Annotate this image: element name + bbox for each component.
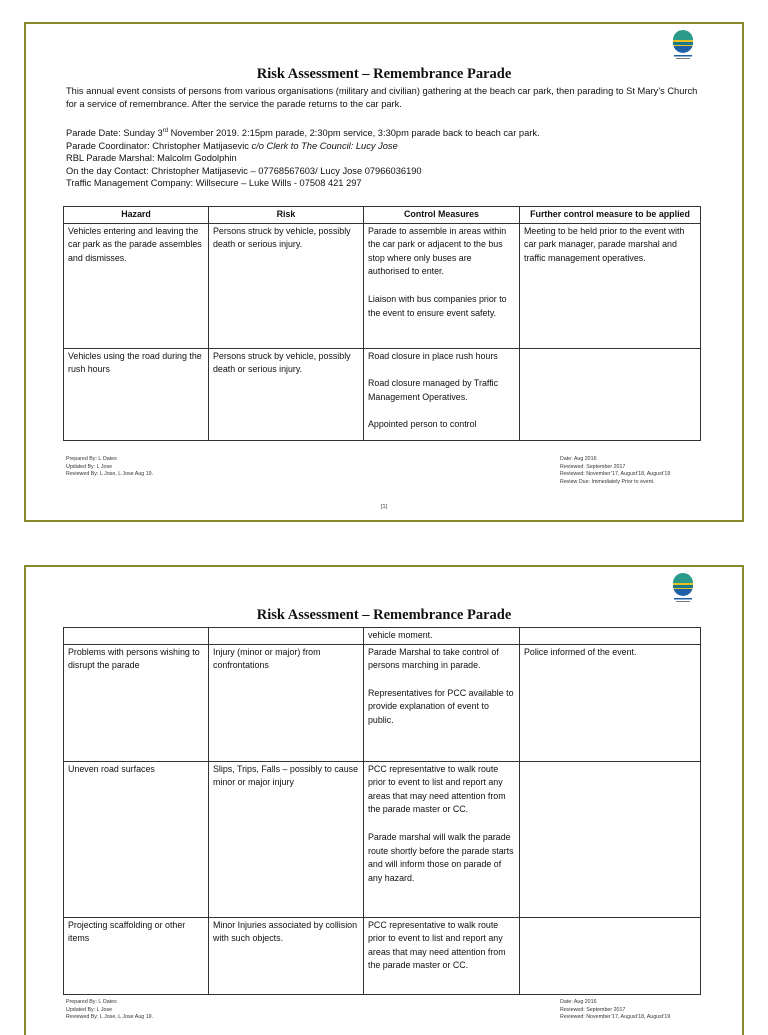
header-risk: Risk (209, 207, 364, 224)
table-row (64, 223, 701, 348)
table-row (64, 628, 701, 645)
footer-left: Prepared By: L Oates Updated By: L Jose Reviewed By: L Jose, L Jose Aug 19. (66, 456, 154, 478)
document-title: Risk Assessment – Remembrance Parade (256, 607, 512, 623)
risk-cell: Persons struck by vehicle, possibly death or serious injury. (209, 223, 364, 348)
document-page-1 (24, 22, 744, 522)
header-further-control: Further control measure to be applied (520, 207, 701, 224)
hazard-cell: Projecting scaffolding or other items (64, 917, 209, 994)
parade-date: Parade Date: Sunday 3rd November 2019. 2:15pm parade, 2:30pm service, 3:30pm parade back to beach car park. (66, 128, 540, 139)
hazard-cell: Vehicles using the road during the rush hours (64, 348, 209, 440)
table-header-row (64, 207, 701, 224)
further-cell (520, 628, 701, 645)
event-details (66, 125, 706, 190)
risk-cell: Persons struck by vehicle, possibly death or serious injury. (209, 348, 364, 440)
page-number: [1] (380, 504, 388, 510)
table-row (64, 761, 701, 917)
hazard-cell: Vehicles entering and leaving the car park as the parade assembles and dismisses. (64, 223, 209, 348)
risk-table-page-1 (63, 206, 701, 441)
further-cell: Police informed of the event. (520, 644, 701, 761)
traffic-management: Traffic Management Company: Willsecure – Luke Wills - 07508 421 297 (66, 178, 362, 189)
parish-logo-icon (670, 573, 696, 607)
day-contact: On the day Contact: Christopher Matijasevic – 07768567603/ Lucy Jose 07966036190 (66, 165, 422, 176)
control-cell: PCC representative to walk route prior to event to list and report any areas that may need attention from the parade master or CC. Parade marshal will walk the parade route shortly before the parade starts and will inform those on parade of any hazard. (364, 761, 520, 917)
footer-right: Date: Aug 2016 Reviewed: September 2017 Reviewed: November’17, August’18, August’19 (560, 999, 671, 1021)
parade-marshal: RBL Parade Marshal: Malcolm Godolphin (66, 153, 237, 164)
further-cell (520, 917, 701, 994)
document-page-2 (24, 565, 744, 1035)
control-cell: vehicle moment. (364, 628, 520, 645)
table-row (64, 348, 701, 440)
header-control-measures: Control Measures (364, 207, 520, 224)
footer-right: Date: Aug 2016 Reviewed: September 2017 Reviewed: November’17, August’18, August’19 Review Due: Immediately Prior to event. (560, 456, 671, 485)
further-cell (520, 761, 701, 917)
further-cell: Meeting to be held prior to the event with car park manager, parade marshal and traffic management operatives. (520, 223, 701, 348)
control-cell: PCC representative to walk route prior to event to list and report any areas that may need attention from the parade master or CC. (364, 917, 520, 994)
control-cell: Parade to assemble in areas within the car park or adjacent to the bus stop where only buses are authorised to enter. Liaison with bus companies prior to the event to ensure event safety. (364, 223, 520, 348)
hazard-cell: Uneven road surfaces (64, 761, 209, 917)
risk-cell: Minor Injuries associated by collision with such objects. (209, 917, 364, 994)
intro-paragraph: This annual event consists of persons from various organisations (military and civilian) gathering at the beach car park, then parading to St Mary’s Church for a service of remembrance. After the service the parade returns to the car park. (66, 86, 698, 109)
hazard-cell (64, 628, 209, 645)
table-row (64, 644, 701, 761)
risk-cell (209, 628, 364, 645)
risk-table-page-2 (63, 627, 701, 995)
risk-cell: Slips, Trips, Falls – possibly to cause minor or major injury (209, 761, 364, 917)
parish-logo-icon (670, 30, 696, 64)
control-cell: Road closure in place rush hours Road closure managed by Traffic Management Operatives. Appointed person to control (364, 348, 520, 440)
footer-left: Prepared By: L Oates Updated By: L Jose Reviewed By: L Jose, L Jose Aug 19. (66, 999, 154, 1021)
table-row (64, 917, 701, 994)
control-cell: Parade Marshal to take control of persons marching in parade. Representatives for PCC available to provide explanation of event to public. (364, 644, 520, 761)
risk-cell: Injury (minor or major) from confrontations (209, 644, 364, 761)
further-cell (520, 348, 701, 440)
header-hazard: Hazard (64, 207, 209, 224)
parade-coordinator: Parade Coordinator: Christopher Matijasevic c/o Clerk to The Council: Lucy Jose (66, 140, 398, 151)
hazard-cell: Problems with persons wishing to disrupt the parade (64, 644, 209, 761)
document-title: Risk Assessment – Remembrance Parade (256, 66, 512, 82)
